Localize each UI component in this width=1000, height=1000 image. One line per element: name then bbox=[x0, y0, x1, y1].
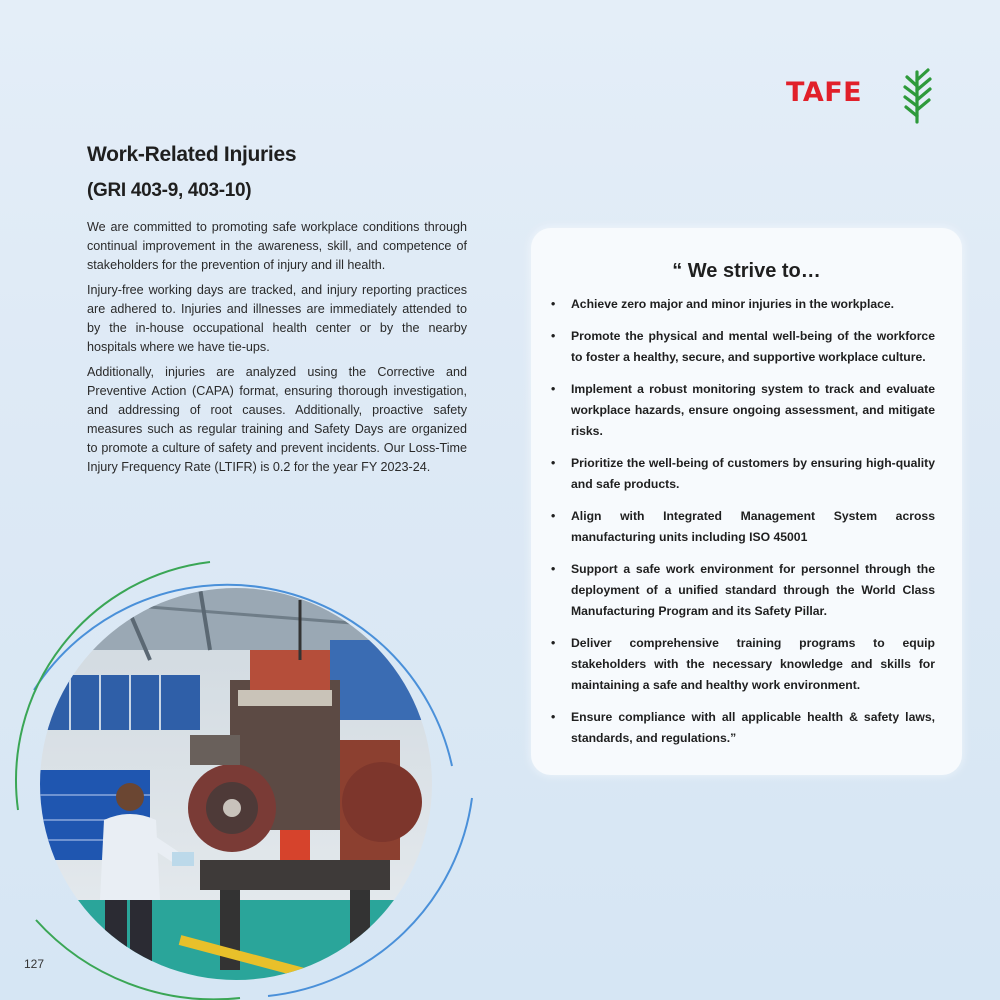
paragraph: We are committed to promoting safe workplace conditions through continual improvement in the awareness, skill, and competence of stakeholders for the prevention of injury and ill health. bbox=[87, 220, 467, 272]
bullet-icon: • bbox=[551, 562, 556, 576]
bullet-icon: • bbox=[551, 329, 556, 343]
engine-assembly-photo bbox=[0, 540, 500, 1000]
card-title: “ We strive to… bbox=[672, 260, 821, 282]
bullet-icon: • bbox=[551, 382, 556, 396]
list-item: • Align with Integrated Management System across manufacturing units including ISO 45001 bbox=[551, 506, 935, 548]
paragraph: Additionally, injuries are analyzed using the Corrective and Preventive Action (CAPA) format, ensuring thorough investigation, and addressing of root causes. Additionally, proactive safety measures such as regular training and Safety Days are organized to promote a culture of safety and prevent incidents. Our Loss-Time Injury Frequency Rate (LTIFR) is 0.2 for the year FY 2023-24. bbox=[87, 365, 467, 474]
list-item: • Ensure compliance with all applicable health & safety laws, standards, and regulations.” bbox=[551, 707, 935, 749]
commitments-list bbox=[551, 294, 935, 760]
logo-wordmark: TAFE bbox=[786, 77, 863, 108]
list-item: • Deliver comprehensive training programs to equip stakeholders with the necessary knowledge and skills for maintaining a safe and healthy work environment. bbox=[551, 633, 935, 696]
commitments-card bbox=[531, 228, 962, 775]
list-item: • Achieve zero major and minor injuries in the workplace. bbox=[551, 294, 935, 315]
photo-illustration bbox=[0, 540, 500, 1000]
page-title: Work-Related Injuries bbox=[87, 143, 297, 166]
bullet-icon: • bbox=[551, 297, 556, 311]
bullet-icon: • bbox=[551, 710, 556, 724]
list-item: • Implement a robust monitoring system to track and evaluate workplace hazards, ensure ongoing assessment, and mitigate risks. bbox=[551, 379, 935, 442]
body-text bbox=[87, 218, 467, 483]
gri-reference: (GRI 403-9, 403-10) bbox=[87, 180, 252, 201]
bullet-icon: • bbox=[551, 456, 556, 470]
bullet-icon: • bbox=[551, 636, 556, 650]
list-item: • Prioritize the well-being of customers by ensuring high-quality and safe products. bbox=[551, 453, 935, 495]
bullet-icon: • bbox=[551, 509, 556, 523]
page-number: 127 bbox=[24, 957, 45, 971]
list-item: • Promote the physical and mental well-being of the workforce to foster a healthy, secure, and supportive workplace culture. bbox=[551, 326, 935, 368]
tafe-logo bbox=[786, 66, 936, 126]
list-item: • Support a safe work environment for personnel through the deployment of a unified standard through the World Class Manufacturing Program and its Safety Pillar. bbox=[551, 559, 935, 622]
paragraph: Injury-free working days are tracked, and injury reporting practices are adhered to. Injuries and illnesses are immediately attended to by the in-house occupational health center or by the nearby hospitals where we have tie-ups. bbox=[87, 283, 467, 354]
leaf-icon bbox=[900, 66, 936, 124]
